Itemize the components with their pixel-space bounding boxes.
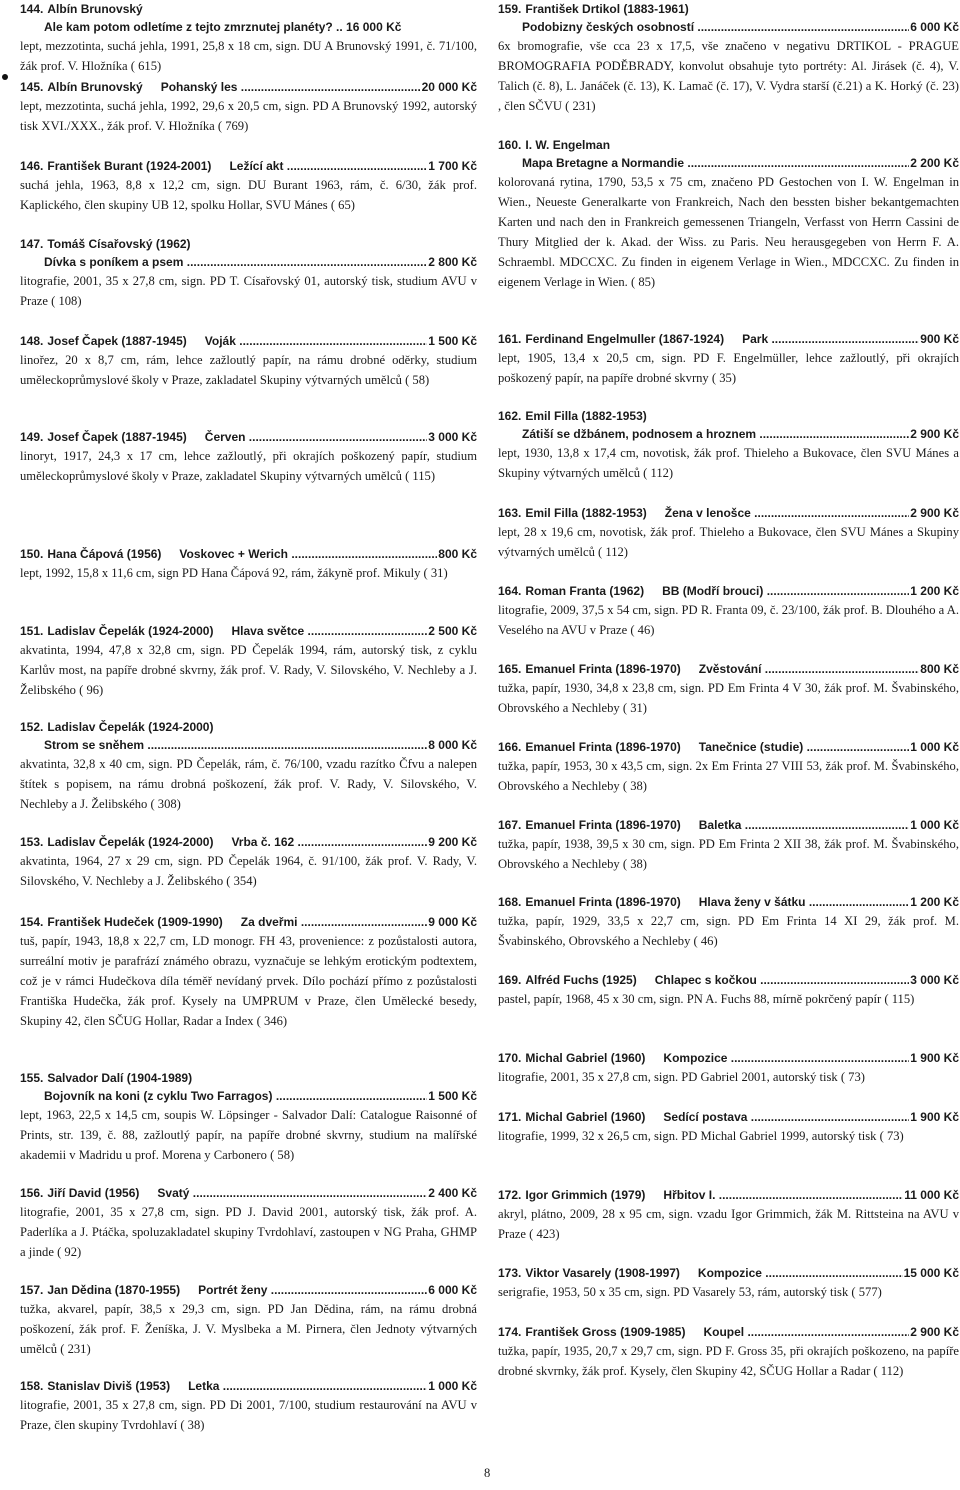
- description-text: tuš, papír, 1943, 18,8 x 22,7 cm, LD monogr. FH 43, provenience: z pozůstalosti autora, surreální motiv je parafrází známého obrazu, vyznačuje se lehkým erotickým podtextem, což je v rámci Hudečkova díla téměř nevídaný prvek. Dílo pochází přímo z pozůstalosti Františka Hudečka, žák prof. Kysely na UMPRUM v Praze, člen Umělecké besedy, Skupiny 42, člen SČUG Hollar, Radar a Index: [20, 934, 477, 1028]
- description-text: lept, 1930, 13,8 x 17,4 cm, novotisk, žák prof. Thieleho a Bukovace, člen SVU Mánes a Skupiny výtvarných umělců: [498, 446, 959, 480]
- catalog-entry: [498, 504, 959, 562]
- catalog-reference: ( 112): [643, 466, 674, 480]
- entry-heading: [20, 0, 477, 18]
- description-text: lept, 28 x 19,6 cm, novotisk, žák prof. Thieleho a Bukovace, člen SVU Mánes a Skupiny výtvarných umělců: [498, 525, 959, 559]
- entry-heading: [20, 235, 477, 253]
- catalog-entry: [498, 971, 959, 1009]
- price: 6 000 Kč: [428, 1283, 477, 1297]
- artist-name: Roman Franta (1962): [525, 584, 645, 598]
- artist-name: Michal Gabriel (1960): [525, 1110, 646, 1124]
- entry-number: 150.: [20, 547, 44, 561]
- catalog-entry: [498, 738, 959, 796]
- price: 11 000 Kč: [904, 1188, 959, 1202]
- catalog-reference: ( 346): [256, 1014, 288, 1028]
- price: 3 000 Kč: [910, 973, 959, 987]
- catalog-reference: ( 112): [598, 545, 628, 559]
- catalog-entry: [498, 330, 959, 388]
- artwork-title: Červen .....: [205, 430, 477, 444]
- catalog-reference: ( 46): [693, 934, 718, 948]
- entry-number: 145.: [20, 80, 44, 94]
- entry-description: [498, 36, 959, 116]
- catalog-entry: [20, 428, 477, 486]
- entry-number: 160.: [498, 138, 522, 152]
- price: 8 000 Kč: [428, 738, 477, 752]
- catalog-reference: ( 354): [226, 874, 257, 888]
- entry-number: 168.: [498, 895, 522, 909]
- entry-description: [20, 271, 477, 311]
- artwork-title: Žena v lenošce .....: [665, 506, 959, 520]
- price: 2 800 Kč: [428, 255, 477, 269]
- artwork-title: Voskovec + Werich .....: [179, 547, 477, 561]
- price: 1 000 Kč: [910, 818, 959, 832]
- catalog-reference: ( 85): [630, 275, 656, 289]
- title-line: [20, 1087, 477, 1105]
- price: 2 400 Kč: [428, 1186, 477, 1200]
- entry-number: 151.: [20, 624, 44, 638]
- price: 1 000 Kč: [428, 1379, 477, 1393]
- catalog-reference: ( 115): [405, 469, 436, 483]
- catalog-entry: [20, 833, 477, 891]
- catalog-entry: [20, 1069, 477, 1165]
- artist-name: Salvador Dalí (1904-1989): [47, 1071, 193, 1085]
- entry-heading: [20, 332, 477, 350]
- artwork-title: Strom se sněhem .....: [44, 738, 477, 752]
- entry-description: [498, 911, 959, 951]
- bullet-marker: [2, 74, 8, 80]
- artwork-title: Sedící postava .....: [663, 1110, 959, 1124]
- price: 1 900 Kč: [910, 1110, 959, 1124]
- catalog-entry: [498, 1108, 959, 1146]
- title-line: [20, 253, 477, 271]
- description-text: linořez, 20 x 8,7 cm, rám, lehce zažloutlý papír, na rámu drobné oděrky, studium uměleckoprůmyslové školy v Praze, zakladatel Skupiny výtvarných umělců: [20, 353, 477, 387]
- artist-name: František Gross (1909-1985): [525, 1325, 686, 1339]
- entry-heading: [498, 1049, 959, 1067]
- catalog-entry: [498, 893, 959, 951]
- entry-description: [20, 350, 477, 390]
- artwork-title: Zvěstování .....: [699, 662, 959, 676]
- catalog-entry: [20, 1184, 477, 1262]
- description-text: litografie, 2009, 37,5 x 54 cm, sign. PD R. Franta 09, č. 23/100, žák prof. B. Dlouhého a A. Veselého na AVU v Praze: [498, 603, 959, 637]
- description-text: lept, mezzotinta, suchá jehla, 1992, 29,6 x 20,5 cm, sign. PD A Brunovský 1992, autorský tisk XVI./XXX., žák prof. V. Hložníka: [20, 99, 477, 133]
- catalog-reference: ( 46): [630, 623, 655, 637]
- catalog-reference: ( 31): [622, 701, 647, 715]
- entry-description: [498, 1204, 959, 1244]
- entry-description: [498, 522, 959, 562]
- price: 800 Kč: [438, 547, 477, 561]
- catalog-reference: ( 65): [330, 198, 355, 212]
- catalog-entry: [20, 157, 477, 215]
- description-text: lept, 1963, 22,5 x 14,5 cm, soupis W. Löpsinger - Salvador Dalí: Catalogue Raisonné of Prints, str. 139, č. 88, zažloutlý papír, na papíře drobné skvrny, studium na malířské akademii v Madridu u prof. Morena y Carbonero: [20, 1108, 477, 1162]
- catalog-entry: [20, 0, 477, 76]
- catalog-reference: ( 35): [711, 371, 737, 385]
- entry-description: [498, 172, 959, 292]
- entry-number: 153.: [20, 835, 44, 849]
- artist-name: Josef Čapek (1887-1945): [47, 430, 187, 444]
- artwork-title: Svatý .....: [157, 1186, 477, 1200]
- entry-number: 171.: [498, 1110, 522, 1124]
- artist-name: Tomáš Císařovský (1962): [47, 237, 191, 251]
- description-text: lept, mezzotinta, suchá jehla, 1991, 25,8 x 18 cm, sign. DU A Brunovský 1991, č. 71/100, žák prof. V. Hložníka: [20, 39, 477, 73]
- artwork-title: Dívka s poníkem a psem .....: [44, 255, 477, 269]
- entry-description: [498, 834, 959, 874]
- description-text: litografie, 2001, 35 x 27,8 cm, sign. PD Gabriel 2001, autorský tisk: [498, 1070, 838, 1084]
- artist-name: František Drtikol (1883-1961): [525, 2, 689, 16]
- artist-name: Emil Filla (1882-1953): [525, 409, 647, 423]
- entry-number: 144.: [20, 2, 44, 16]
- entry-heading: [20, 1377, 477, 1395]
- entry-heading: [20, 833, 477, 851]
- entry-description: [498, 1126, 959, 1146]
- price: 1 700 Kč: [428, 159, 477, 173]
- artist-name: František Burant (1924-2001): [47, 159, 212, 173]
- entry-description: [20, 1105, 477, 1165]
- catalog-reference: ( 38): [622, 779, 647, 793]
- description-text: lept, 1905, 13,4 x 20,5 cm, sign. PD F. Engelmüller, lehce zažloutlý, při okrajích poškozený papír, na papíře drobné skvrny: [498, 351, 959, 385]
- catalog-entry: [20, 718, 477, 814]
- entry-number: 164.: [498, 584, 522, 598]
- catalog-entry: [20, 622, 477, 700]
- artist-name: Emanuel Frinta (1896-1970): [525, 740, 681, 754]
- entry-number: 165.: [498, 662, 522, 676]
- description-text: lept, 1992, 15,8 x 11,6 cm, sign PD Hana Čápová 92, rám, žákyně prof. Mikuly: [20, 566, 421, 580]
- entry-description: [498, 443, 959, 483]
- entry-description: [20, 640, 477, 700]
- entry-heading: [498, 1264, 959, 1282]
- price: 1 200 Kč: [910, 584, 959, 598]
- title-line: [498, 154, 959, 172]
- artist-name: Michal Gabriel (1960): [525, 1051, 646, 1065]
- catalog-entry: [20, 545, 477, 583]
- artist-name: Josef Čapek (1887-1945): [47, 334, 187, 348]
- entry-description: [498, 989, 959, 1009]
- artwork-title: Baletka .....: [699, 818, 959, 832]
- description-text: akryl, plátno, 2009, 28 x 95 cm, sign. vzadu Igor Grimmich, žák M. Rittsteina na AVU v Praze: [498, 1207, 959, 1241]
- description-text: tužka, papír, 1938, 39,5 x 30 cm, sign. PD Em Frinta 2 XII 38, žák prof. M. Švabinského, Obrovského a Nechleby: [498, 837, 959, 871]
- price: 9 200 Kč: [428, 835, 477, 849]
- entry-number: 152.: [20, 720, 44, 734]
- artwork-title: Podobizny českých osobností .....: [522, 20, 959, 34]
- catalog-entry: [498, 407, 959, 483]
- entry-number: 147.: [20, 237, 44, 251]
- artist-name: Emanuel Frinta (1896-1970): [525, 662, 681, 676]
- artist-name: Hana Čápová (1956): [47, 547, 162, 561]
- description-text: akvatinta, 1964, 27 x 29 cm, sign. PD Čepelák 1964, č. 91/100, žák prof. V. Rady, V. Silovského, V. Nechleby a J. Želibského: [20, 854, 477, 888]
- artwork-title: Hlava světce .....: [231, 624, 477, 638]
- entry-number: 148.: [20, 334, 44, 348]
- catalog-reference: ( 58): [405, 373, 430, 387]
- entry-heading: [498, 1186, 959, 1204]
- description-text: linoryt, 1917, 24,3 x 17 cm, lehce zažloutlý, při okrajích poškozený papír, studium uměleckoprůmyslové školy v Praze, zakladatel Skupiny výtvarných umělců: [20, 449, 477, 483]
- description-text: akvatinta, 32,8 x 40 cm, sign. PD Čepelák, rám, č. 76/100, vzadu razítko Čfvu a nalepen štítek s popisem, na rámu drobná poškození, žák prof. V. Rady, V. Silovského, V. Nechleby a J. Želibského: [20, 757, 477, 811]
- entry-heading: [498, 660, 959, 678]
- artist-name: Albín Brunovský: [47, 2, 143, 16]
- entry-description: [20, 1202, 477, 1262]
- entry-heading: [498, 738, 959, 756]
- catalog-entry: [498, 1186, 959, 1244]
- artwork-title: Ale kam potom odletíme z tejto zmrznutej planéty? .. 16 000 Kč: [44, 20, 402, 34]
- catalog-entry: [498, 0, 959, 116]
- catalog-reference: ( 615): [130, 59, 162, 73]
- artwork-title: Kompozice .....: [698, 1266, 959, 1280]
- artwork-title: Mapa Bretagne a Normandie .....: [522, 156, 959, 170]
- artist-name: Emanuel Frinta (1896-1970): [525, 895, 681, 909]
- catalog-entry: [20, 78, 477, 136]
- price: 2 900 Kč: [910, 1325, 959, 1339]
- artist-name: Viktor Vasarely (1908-1997): [525, 1266, 680, 1280]
- entry-number: 159.: [498, 2, 522, 16]
- artwork-title: Bojovník na koni (z cyklu Two Farragos) .....: [44, 1089, 477, 1103]
- title-line: [498, 18, 959, 36]
- description-text: pastel, papír, 1968, 45 x 30 cm, sign. PN A. Fuchs 88, mírně pokrčený papír: [498, 992, 882, 1006]
- entry-description: [20, 931, 477, 1031]
- entry-heading: [498, 971, 959, 989]
- entry-number: 174.: [498, 1325, 522, 1339]
- catalog-reference: ( 308): [150, 797, 181, 811]
- entry-number: 163.: [498, 506, 522, 520]
- entry-heading: [498, 330, 959, 348]
- price: 800 Kč: [920, 662, 959, 676]
- catalog-reference: ( 112): [873, 1364, 904, 1378]
- entry-heading: [20, 428, 477, 446]
- catalog-entry: [498, 1049, 959, 1087]
- artist-name: Ladislav Čepelák (1924-2000): [47, 624, 214, 638]
- entry-number: 161.: [498, 332, 522, 346]
- catalog-entry: [20, 332, 477, 390]
- artwork-title: Park .....: [742, 332, 959, 346]
- entry-number: 172.: [498, 1188, 522, 1202]
- catalog-reference: ( 577): [851, 1285, 882, 1299]
- description-text: akvatinta, 1994, 47,8 x 32,8 cm, sign. PD Čepelák 1994, rám, autorský tisk, z cyklu Karlův most, na papíře drobné skvrny, žák prof. V. Rady, V. Silovského, V. Nechleby a J. Želibského: [20, 643, 477, 697]
- price: 1 000 Kč: [910, 740, 959, 754]
- description-text: 6x bromografie, vše cca 23 x 17,5, vše značeno v negativu DRTIKOL - PRAGUE BROMOGRAFIA PODĚBRADY, konvolut obsahuje tyto portréty: Al. Jirásek (č. 4), V. Talich (č. 8), L. Janáček (č. 13), K. Lamač (č. 17), V. Vydra starší (č.21) a K. Horký (č. 23) , člen SČVU: [498, 39, 959, 113]
- artist-name: Igor Grimmich (1979): [525, 1188, 646, 1202]
- description-text: suchá jehla, 1963, 8,8 x 12,2 cm, sign. DU Burant 1963, rám, č. 6/30, žák prof. Kaplického, člen skupiny UB 12, spolku Hollar, SVU Mánes: [20, 178, 477, 212]
- price: 15 000 Kč: [903, 1266, 959, 1280]
- price: 1 900 Kč: [910, 1051, 959, 1065]
- catalog-entry: [498, 1264, 959, 1302]
- entry-description: [498, 348, 959, 388]
- entry-number: 173.: [498, 1266, 522, 1280]
- price: 2 500 Kč: [428, 624, 477, 638]
- catalog-reference: ( 231): [565, 99, 596, 113]
- entry-description: [498, 1067, 959, 1087]
- artwork-title: Hlava ženy v šátku .....: [699, 895, 959, 909]
- entry-description: [498, 1341, 959, 1381]
- description-text: serigrafie, 1953, 50 x 35 cm, sign. PD Vasarely 53, rám, autorský tisk: [498, 1285, 849, 1299]
- catalog-entry: [20, 1281, 477, 1359]
- entry-heading: [20, 78, 477, 96]
- entry-heading: [498, 1108, 959, 1126]
- entry-number: 167.: [498, 818, 522, 832]
- entry-number: 169.: [498, 973, 522, 987]
- artist-name: Ladislav Čepelák (1924-2000): [47, 835, 214, 849]
- catalog-reference: ( 58): [270, 1148, 295, 1162]
- price: 1 500 Kč: [428, 1089, 477, 1103]
- description-text: tužka, papír, 1930, 34,8 x 23,8 cm, sign. PD Em Frinta 4 V 30, žák prof. M. Švabinského, Obrovského a Nechleby: [498, 681, 959, 715]
- artist-name: Albín Brunovský: [47, 80, 143, 94]
- entry-description: [20, 563, 477, 583]
- artist-name: Emanuel Frinta (1896-1970): [525, 818, 681, 832]
- catalog-reference: ( 31): [423, 566, 448, 580]
- description-text: tužka, akvarel, papír, 38,5 x 29,3 cm, sign. PD Jan Dědina, rám, na rámu drobná poškození, žák prof. F. Ženíška, J. V. Myslbeka a M. Pirnera, člen Jednoty výtvarných umělců: [20, 1302, 477, 1356]
- catalog-reference: ( 38): [622, 857, 647, 871]
- artist-name: I. W. Engelman: [525, 138, 611, 152]
- artist-name: Jan Dědina (1870-1955): [47, 1283, 181, 1297]
- price: 20 000 Kč: [421, 80, 477, 94]
- entry-description: [20, 754, 477, 814]
- catalog-entry: [498, 1323, 959, 1381]
- entry-number: 149.: [20, 430, 44, 444]
- description-text: tužka, papír, 1929, 33,5 x 22,7 cm, sign. PD Em Frinta 14 XI 29, žák prof. M. Švabinského, Obrovského a Nechleby: [498, 914, 959, 948]
- entry-description: [498, 756, 959, 796]
- entry-description: [498, 678, 959, 718]
- description-text: tužka, papír, 1953, 30 x 43,5 cm, sign. 2x Em Frinta 27 VIII 53, žák prof. M. Švabinského, Obrovského a Nechleby: [498, 759, 959, 793]
- price: 1 500 Kč: [428, 334, 477, 348]
- entry-heading: [20, 1069, 477, 1087]
- artwork-title: Voják .....: [205, 334, 477, 348]
- artist-name: Alfréd Fuchs (1925): [525, 973, 637, 987]
- catalog-entry: [498, 582, 959, 640]
- entry-heading: [498, 407, 959, 425]
- title-line: [20, 736, 477, 754]
- entry-heading: [20, 157, 477, 175]
- description-text: litografie, 2001, 35 x 27,8 cm, sign. PD Di 2001, 7/100, studium restaurování na AVU v Praze, člen skupiny Tvrdohlaví: [20, 1398, 477, 1432]
- catalog-reference: ( 108): [51, 294, 82, 308]
- catalog-reference: ( 115): [884, 992, 915, 1006]
- catalog-reference: ( 96): [79, 683, 104, 697]
- artwork-title: Pohanský les .....: [161, 80, 477, 94]
- entry-number: 155.: [20, 1071, 44, 1085]
- price: 6 000 Kč: [910, 20, 959, 34]
- price: 2 900 Kč: [910, 427, 959, 441]
- artwork-title: Portrét ženy .....: [198, 1283, 477, 1297]
- catalog-reference: ( 92): [57, 1245, 82, 1259]
- price: 1 200 Kč: [910, 895, 959, 909]
- entry-heading: [20, 1281, 477, 1299]
- entry-description: [20, 446, 477, 486]
- entry-heading: [20, 622, 477, 640]
- entry-heading: [498, 816, 959, 834]
- description-text: litografie, 2001, 35 x 27,8 cm, sign. PD T. Císařovský 01, autorský tisk, studium AVU v Praze: [20, 274, 477, 308]
- entry-heading: [20, 718, 477, 736]
- catalog-reference: ( 73): [879, 1129, 904, 1143]
- page-number: 8: [484, 1466, 491, 1480]
- catalog-entry: [498, 816, 959, 874]
- description-text: tužka, papír, 1935, 20,7 x 29,7 cm, sign. PD F. Gross 35, při okrajích poškozeno, na papíře drobné skvrnky, žák prof. Kysely, člen Skupiny 42, SČUG Hollar a Radar: [498, 1344, 959, 1378]
- artist-name: Stanislav Diviš (1953): [47, 1379, 171, 1393]
- artist-name: Jiří David (1956): [47, 1186, 140, 1200]
- artist-name: Emil Filla (1882-1953): [525, 506, 647, 520]
- entry-number: 156.: [20, 1186, 44, 1200]
- entry-number: 170.: [498, 1051, 522, 1065]
- catalog-reference: ( 423): [529, 1227, 560, 1241]
- artwork-title: BB (Modří brouci) .....: [662, 584, 959, 598]
- artwork-title: Chlapec s kočkou .....: [655, 973, 959, 987]
- artist-name: František Hudeček (1909-1990): [47, 915, 223, 929]
- artwork-title: Hřbitov I. .....: [663, 1188, 959, 1202]
- catalog-reference: ( 73): [840, 1070, 865, 1084]
- description-text: kolorovaná rytina, 1790, 53,5 x 75 cm, značeno PD Gestochen von I. W. Engelman in Wien., Neueste Generalkarte von Frankreich, Nach den bessten bisher bekantgemachten Karten und nach den in Frankreich gemessenen Triangeln, Verfasst von Herrn Cassini de Thury Mitglied der k. Akad. der Wiss. zu Paris. Neu herausgegeben von Herrn F. A. Schraembl. MDCCXC. Zu finden in eigenem Verlage in Wien., MDCCXC. Zu finden in eigenem Verlage in Wien.: [498, 175, 959, 289]
- entry-description: [498, 1282, 959, 1302]
- entry-description: [20, 1395, 477, 1435]
- catalog-entry: [20, 913, 477, 1031]
- artwork-title: Vrba č. 162 .....: [231, 835, 477, 849]
- description-text: litografie, 2001, 35 x 27,8 cm, sign. PD J. David 2001, autorský tisk, žák prof. A. Paderlíka a J. Ptáčka, spoluzakladatel skupiny Tvrdohlaví, zastoupen v NG Praha, GHMP a jinde: [20, 1205, 477, 1259]
- catalog-entry: [20, 235, 477, 311]
- catalog-reference: ( 769): [217, 119, 249, 133]
- price: 9 000 Kč: [428, 915, 477, 929]
- entry-description: [20, 36, 477, 76]
- entry-number: 146.: [20, 159, 44, 173]
- entry-number: 166.: [498, 740, 522, 754]
- entry-heading: [498, 136, 959, 154]
- artwork-title: Zátiší se džbánem, podnosem a hroznem .....: [522, 427, 959, 441]
- entry-heading: [20, 545, 477, 563]
- entry-number: 157.: [20, 1283, 44, 1297]
- entry-heading: [20, 1184, 477, 1202]
- description-text: litografie, 1999, 32 x 26,5 cm, sign. PD Michal Gabriel 1999, autorský tisk: [498, 1129, 877, 1143]
- entry-heading: [498, 0, 959, 18]
- entry-heading: [498, 893, 959, 911]
- catalog-reference: ( 231): [60, 1342, 91, 1356]
- title-line: [498, 425, 959, 443]
- artwork-title: Koupel .....: [703, 1325, 959, 1339]
- entry-number: 158.: [20, 1379, 44, 1393]
- artwork-title: Letka .....: [188, 1379, 477, 1393]
- entry-heading: [20, 913, 477, 931]
- entry-description: [20, 175, 477, 215]
- entry-heading: [498, 582, 959, 600]
- catalog-reference: ( 38): [180, 1418, 205, 1432]
- entry-description: [20, 1299, 477, 1359]
- price: 2 200 Kč: [910, 156, 959, 170]
- entry-number: 154.: [20, 915, 44, 929]
- price: 3 000 Kč: [428, 430, 477, 444]
- artwork-title: Tanečnice (studie) .....: [699, 740, 959, 754]
- catalog-entry: [20, 1377, 477, 1435]
- catalog-entry: [498, 136, 959, 292]
- artwork-title: Kompozice .....: [663, 1051, 959, 1065]
- entry-number: 162.: [498, 409, 522, 423]
- entry-heading: [498, 1323, 959, 1341]
- entry-description: [20, 96, 477, 136]
- artwork-title: Za dveřmi .....: [241, 915, 477, 929]
- artist-name: Ferdinand Engelmuller (1867-1924): [525, 332, 725, 346]
- entry-description: [498, 600, 959, 640]
- price: 900 Kč: [920, 332, 959, 346]
- entry-heading: [498, 504, 959, 522]
- price: 2 900 Kč: [910, 506, 959, 520]
- entry-description: [20, 851, 477, 891]
- artist-name: Ladislav Čepelák (1924-2000): [47, 720, 214, 734]
- catalog-entry: [498, 660, 959, 718]
- artwork-title: Ležící akt .....: [229, 159, 477, 173]
